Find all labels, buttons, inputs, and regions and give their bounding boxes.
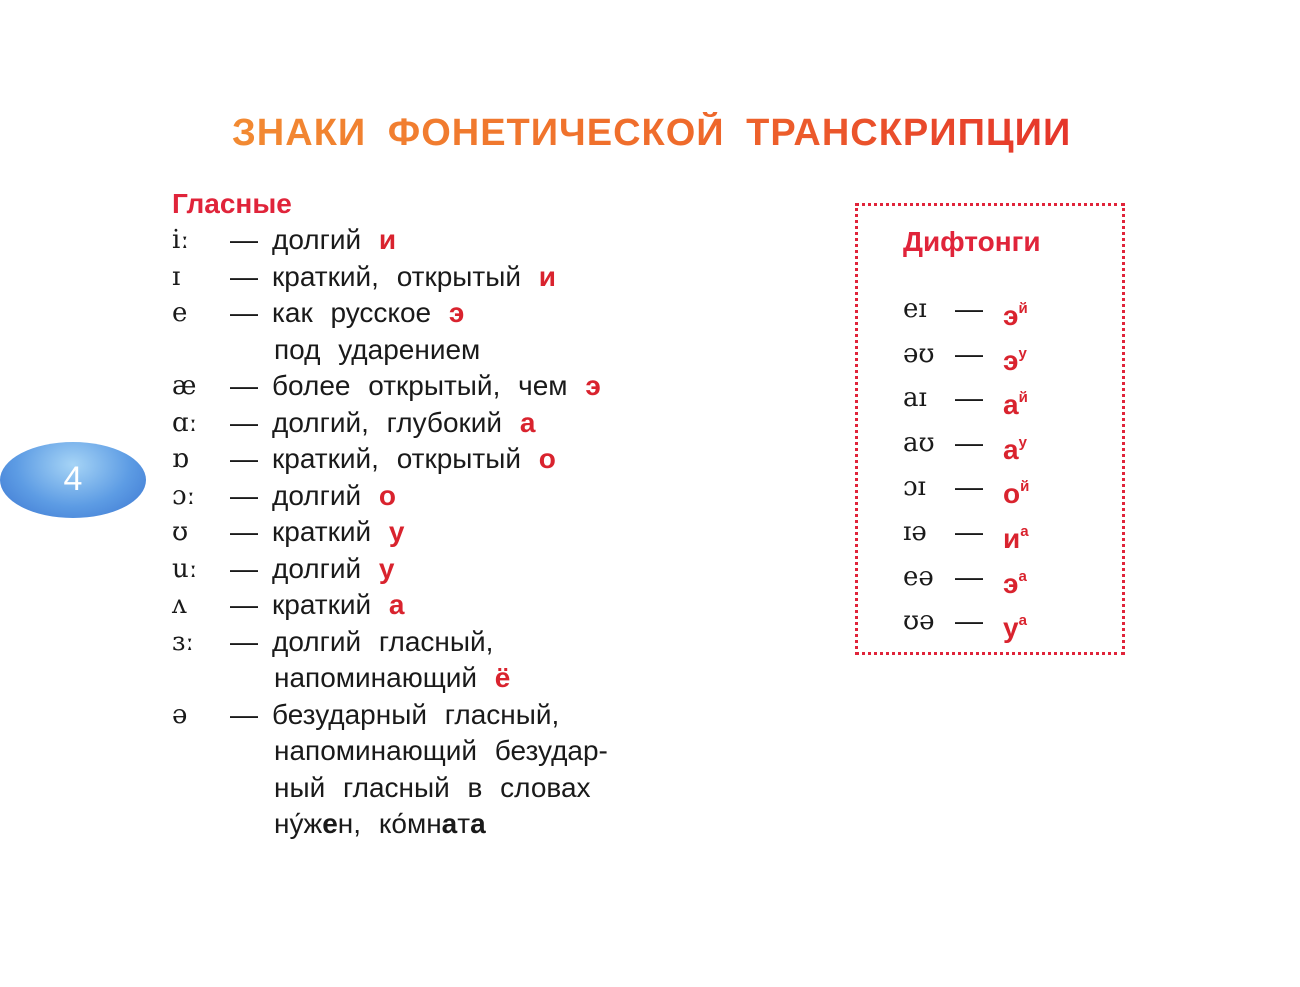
vowel-symbol: uː xyxy=(172,553,198,584)
diphthong-glide-letter: й xyxy=(1020,478,1030,496)
vowel-dash: — xyxy=(230,479,258,511)
vowel-description xyxy=(272,587,405,624)
diphthong-glide-letter: а xyxy=(1020,522,1029,540)
vowel-dash: — xyxy=(230,224,258,255)
vowel-symbol: ɒ xyxy=(172,444,189,474)
vowel-description xyxy=(272,368,601,405)
vowel-dash: — xyxy=(230,370,258,401)
vowel-dash: — xyxy=(230,406,258,438)
diphthong-main-letter: и xyxy=(1003,522,1021,554)
vowel-russian-equivalent: э xyxy=(448,297,465,328)
vowel-russian-equivalent: э xyxy=(585,370,601,401)
vowel-description xyxy=(272,405,535,442)
vowel-description xyxy=(272,295,464,332)
vowel-row xyxy=(172,405,536,442)
diphthong-dash: — xyxy=(955,426,983,458)
diphthong-dash: — xyxy=(955,382,983,414)
vowel-row xyxy=(172,770,591,807)
vowel-symbol: iː xyxy=(172,225,190,255)
example-word-1a: ну́ж xyxy=(274,808,323,839)
diphthong-dash: — xyxy=(955,293,983,324)
vowel-description xyxy=(272,551,394,588)
diphthong-glide-letter: у xyxy=(1018,433,1027,451)
diphthong-symbol: eɪ xyxy=(903,294,927,324)
vowel-russian-equivalent: а xyxy=(519,406,536,438)
vowel-text: долгий xyxy=(272,224,379,255)
vowel-russian-equivalent: а xyxy=(388,589,405,620)
vowel-text: краткий, открытый xyxy=(272,443,539,474)
vowel-description xyxy=(274,733,608,770)
vowel-russian-equivalent: и xyxy=(378,224,397,255)
vowel-symbol: ɪ xyxy=(172,261,181,292)
vowel-dash: — xyxy=(230,552,258,584)
vowel-row xyxy=(172,587,405,624)
diphthong-russian-equivalent xyxy=(1003,514,1029,557)
diphthong-dash: — xyxy=(955,471,983,503)
diphthong-glide-letter: й xyxy=(1018,389,1028,407)
vowel-text: долгий xyxy=(272,552,379,584)
diphthong-glide-letter: а xyxy=(1018,612,1027,630)
diphthong-dash: — xyxy=(955,337,983,369)
vowel-description xyxy=(274,660,510,697)
vowel-dash: — xyxy=(230,698,258,730)
diphthong-dash: — xyxy=(955,515,983,547)
diphthong-symbol: aɪ xyxy=(903,383,927,414)
vowel-row xyxy=(172,441,556,478)
vowel-russian-equivalent: о xyxy=(538,443,556,474)
vowel-description xyxy=(272,624,493,661)
vowel-description xyxy=(272,478,396,515)
vowel-row xyxy=(172,514,405,551)
vowel-dash: — xyxy=(230,589,258,620)
vowel-text: долгий гласный, xyxy=(272,625,494,657)
diphthong-symbol: ɪə xyxy=(903,516,927,547)
diphthong-russian-equivalent xyxy=(1003,469,1029,512)
diphthong-russian-equivalent xyxy=(1003,559,1027,602)
vowel-text: напоминающий безудар- xyxy=(274,735,608,766)
vowel-row xyxy=(172,222,397,259)
vowel-dash: — xyxy=(230,297,258,328)
vowel-russian-equivalent: о xyxy=(378,479,397,511)
vowel-dash: — xyxy=(230,625,258,657)
diphthong-main-letter: э xyxy=(1003,344,1019,376)
diphthong-glide-letter: а xyxy=(1018,567,1027,585)
diphthong-symbol: əʊ xyxy=(903,338,935,369)
diphthong-russian-equivalent xyxy=(1003,603,1027,646)
vowel-description xyxy=(272,514,405,551)
vowel-row xyxy=(172,697,560,734)
vowel-text: как русское xyxy=(272,297,449,328)
vowel-row xyxy=(172,295,465,332)
vowel-row xyxy=(172,259,557,296)
vowel-row xyxy=(172,551,395,588)
vowel-text: безударный гласный, xyxy=(272,698,560,730)
vowel-text: долгий xyxy=(272,479,379,511)
page-number-badge: 4 xyxy=(0,442,146,518)
vowel-dash: — xyxy=(230,516,258,547)
vowel-symbol: ə xyxy=(172,699,188,730)
example-word-1b: е xyxy=(322,808,338,839)
vowel-example xyxy=(274,806,486,843)
vowel-row xyxy=(172,733,608,770)
vowel-symbol: ɔː xyxy=(172,480,196,511)
vowel-symbol: ʊ xyxy=(172,517,189,547)
vowel-text: долгий, глубокий xyxy=(272,406,520,438)
vowel-text: ный гласный в словах xyxy=(274,771,591,803)
example-word-2c: т xyxy=(457,808,471,839)
diphthong-symbol: aʊ xyxy=(903,427,935,458)
vowels-heading: Гласные xyxy=(172,188,292,219)
vowel-description xyxy=(272,222,396,259)
example-word-1c: н, xyxy=(337,808,362,839)
example-word-2b: а xyxy=(441,808,458,839)
vowel-symbol: ɜː xyxy=(172,626,194,657)
diphthong-russian-equivalent xyxy=(1003,425,1027,468)
page-title: ЗНАКИ ФОНЕТИЧЕСКОЙ ТРАНСКРИПЦИИ xyxy=(232,112,1072,154)
diphthong-main-letter: а xyxy=(1003,389,1019,421)
diphthong-main-letter: а xyxy=(1003,433,1019,465)
diphthong-glide-letter: у xyxy=(1018,344,1027,362)
diphthong-main-letter: э xyxy=(1003,300,1019,331)
vowel-text: напоминающий xyxy=(274,662,495,693)
diphthong-symbol: eə xyxy=(903,561,934,592)
vowel-row xyxy=(172,368,601,405)
vowel-text: краткий, открытый xyxy=(272,260,539,292)
diphthong-russian-equivalent xyxy=(1003,336,1027,379)
vowel-dash: — xyxy=(230,260,258,292)
vowel-text: краткий xyxy=(272,516,389,547)
vowel-description xyxy=(272,441,556,478)
vowel-example-row xyxy=(172,806,486,843)
diphthong-main-letter: э xyxy=(1003,567,1019,599)
vowel-description xyxy=(272,259,556,296)
vowel-russian-equivalent: и xyxy=(538,260,557,292)
vowel-russian-equivalent: ё xyxy=(494,662,511,693)
diphthong-dash: — xyxy=(955,605,983,637)
vowel-symbol: e xyxy=(172,298,188,328)
diphthong-symbol: ʊə xyxy=(903,606,935,637)
vowel-dash: — xyxy=(230,443,258,474)
vowel-list xyxy=(172,222,608,806)
vowels-section xyxy=(172,186,608,843)
vowel-text: под ударением xyxy=(274,333,481,365)
diphthongs-heading: Дифтонги xyxy=(903,226,1041,257)
vowel-symbol: ʌ xyxy=(172,590,187,620)
vowel-row xyxy=(172,332,481,369)
vowel-description xyxy=(274,332,480,369)
vowel-row xyxy=(172,660,511,697)
diphthong-main-letter: у xyxy=(1003,612,1019,644)
diphthongs-box xyxy=(855,203,1125,655)
diphthong-russian-equivalent xyxy=(1003,380,1028,423)
vowel-row xyxy=(172,624,494,661)
vowel-russian-equivalent: у xyxy=(378,552,395,584)
example-word-2a: ко́мн xyxy=(378,808,442,839)
diphthong-symbol: ɔɪ xyxy=(903,472,926,503)
vowel-description xyxy=(274,770,591,807)
vowel-symbol: ɑː xyxy=(172,407,198,438)
vowel-text: краткий xyxy=(272,589,389,620)
vowel-description xyxy=(272,697,559,734)
vowel-symbol: æ xyxy=(172,371,197,401)
vowel-row xyxy=(172,478,397,515)
vowel-russian-equivalent: у xyxy=(388,516,405,547)
example-word-2d: а xyxy=(470,808,486,839)
diphthong-russian-equivalent xyxy=(1003,291,1028,334)
diphthong-dash: — xyxy=(955,560,983,592)
vowel-text: более открытый, чем xyxy=(272,370,586,401)
diphthong-main-letter: о xyxy=(1003,478,1021,510)
diphthong-glide-letter: й xyxy=(1018,300,1028,317)
